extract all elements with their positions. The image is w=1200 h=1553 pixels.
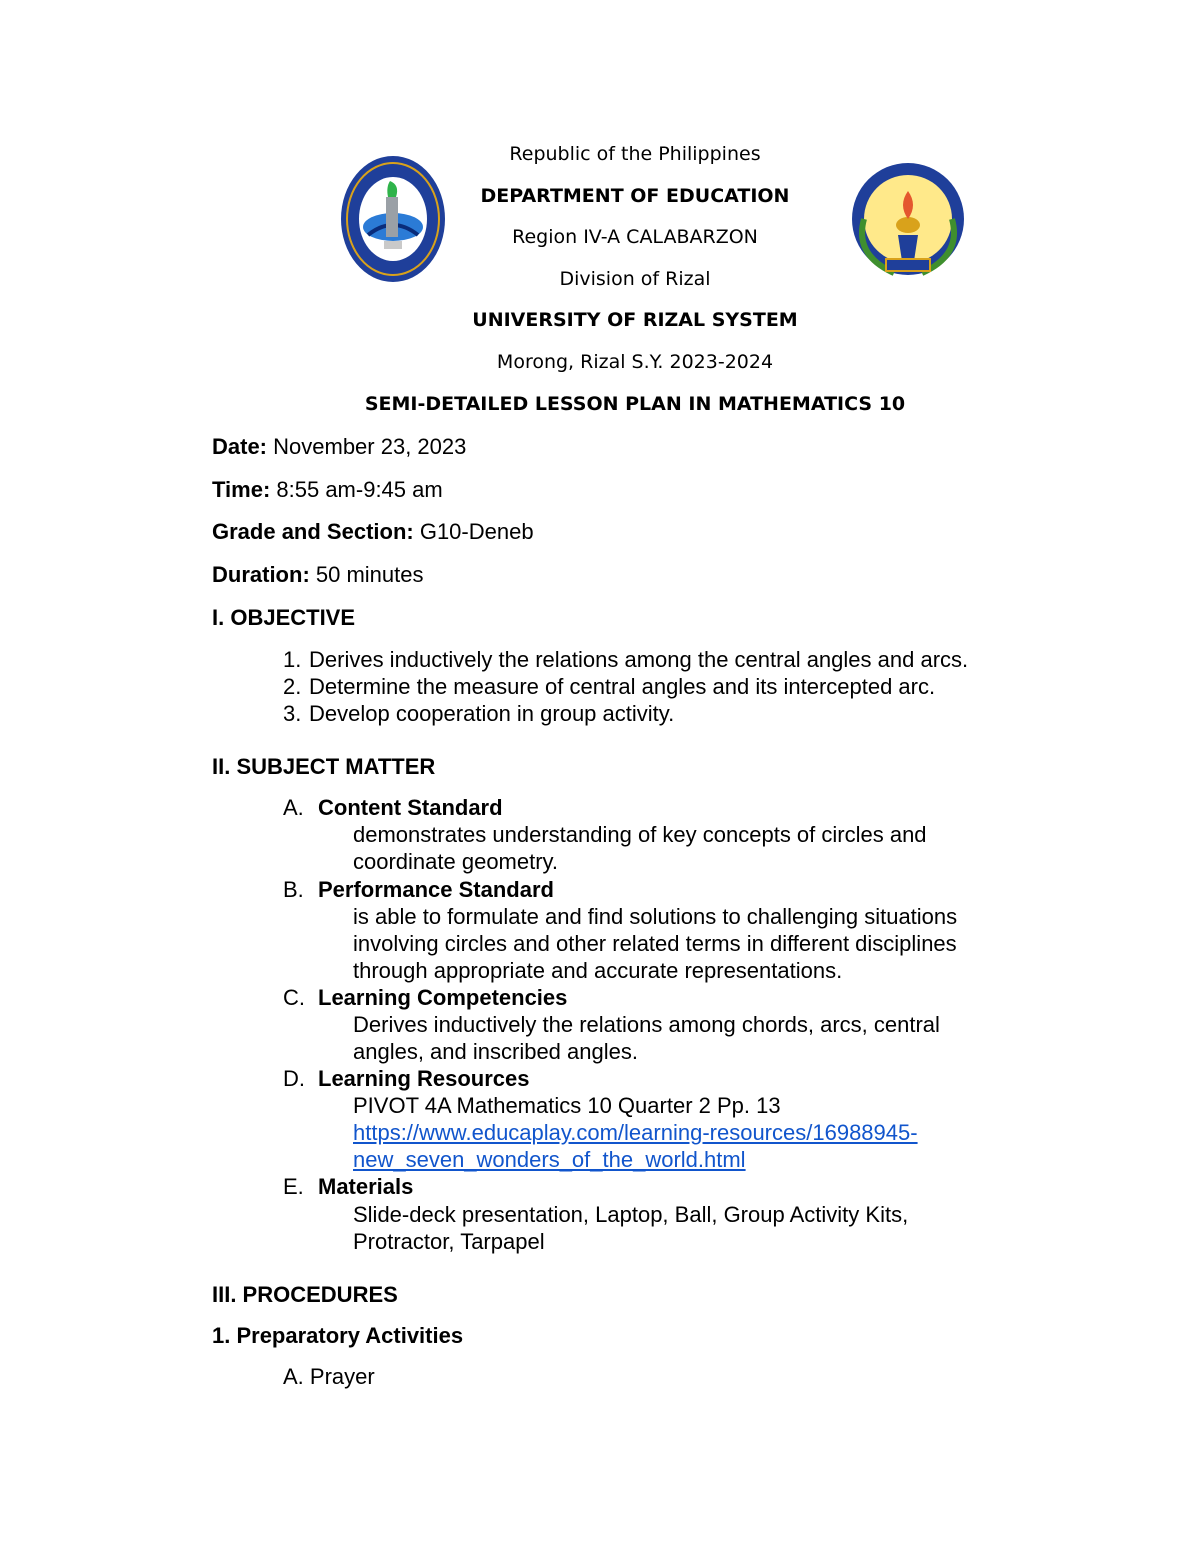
grade-value: G10-Deneb	[413, 519, 534, 544]
prayer-item: A. Prayer	[283, 1364, 375, 1389]
duration-line	[212, 562, 424, 588]
subject-matter-heading: II. SUBJECT MATTER	[212, 754, 436, 779]
learning-competencies-title: Learning Competencies	[318, 985, 568, 1010]
objective-heading: I. OBJECTIVE	[212, 605, 356, 630]
objective-number: 2.	[283, 674, 302, 699]
materials-text: Slide-deck presentation, Laptop, Ball, Group Activity Kits, Protractor, Tarpapel	[353, 1202, 909, 1254]
date-line	[212, 434, 466, 460]
objective-number: 3.	[283, 701, 302, 726]
performance-standard-text: is able to formulate and find solutions to challenging situations involving circles and other related terms in different disciplines through appropriate and accurate representations.	[353, 904, 958, 983]
section-letter: D.	[283, 1066, 305, 1091]
document-title: SEMI-DETAILED LESSON PLAN IN MATHEMATICS 10	[364, 393, 906, 415]
resource-book: PIVOT 4A Mathematics 10 Quarter 2 Pp. 13	[353, 1093, 781, 1118]
learning-resources-text	[353, 1092, 918, 1173]
header-university: UNIVERSITY OF RIZAL SYSTEM	[472, 309, 798, 331]
time-label: Time:	[212, 477, 271, 502]
date-value: November 23, 2023	[267, 434, 467, 459]
materials-title: Materials	[318, 1174, 414, 1199]
content-standard-title: Content Standard	[318, 795, 503, 820]
header-region: Region IV-A CALABARZON	[512, 226, 758, 248]
objective-number: 1.	[283, 647, 302, 672]
objective-item: Develop cooperation in group activity.	[309, 701, 675, 726]
section-letter: B.	[283, 877, 304, 902]
learning-resources-title: Learning Resources	[318, 1066, 530, 1091]
header-division: Division of Rizal	[559, 268, 711, 290]
header-republic: Republic of the Philippines	[509, 143, 761, 165]
objective-item: Derives inductively the relations among the central angles and arcs.	[309, 647, 969, 672]
university-seal-logo	[340, 155, 446, 283]
performance-standard-title: Performance Standard	[318, 877, 554, 902]
procedures-heading: III. PROCEDURES	[212, 1282, 398, 1307]
section-letter: E.	[283, 1174, 304, 1199]
section-letter: C.	[283, 985, 305, 1010]
duration-value: 50 minutes	[309, 562, 424, 587]
grade-label: Grade and Section:	[212, 519, 414, 544]
preparatory-activities-heading: 1. Preparatory Activities	[212, 1323, 464, 1348]
header-department: DEPARTMENT OF EDUCATION	[480, 185, 790, 207]
header-school-year: Morong, Rizal S.Y. 2023-2024	[496, 351, 774, 373]
date-label: Date:	[212, 434, 268, 459]
time-line	[212, 477, 443, 503]
learning-competencies-text: Derives inductively the relations among chords, arcs, central angles, and inscribed angles.	[353, 1012, 940, 1064]
time-value: 8:55 am-9:45 am	[270, 477, 443, 502]
resource-link[interactable]: https://www.educaplay.com/learning-resources/16988945-	[353, 1120, 918, 1145]
objective-item: Determine the measure of central angles and its intercepted arc.	[309, 674, 936, 699]
duration-label: Duration:	[212, 562, 310, 587]
college-of-education-seal-logo	[844, 155, 972, 285]
content-standard-text: demonstrates understanding of key concepts of circles and coordinate geometry.	[353, 822, 927, 874]
resource-link-continued[interactable]: new_seven_wonders_of_the_world.html	[353, 1147, 746, 1172]
grade-line	[212, 519, 534, 545]
section-letter: A.	[283, 795, 304, 820]
